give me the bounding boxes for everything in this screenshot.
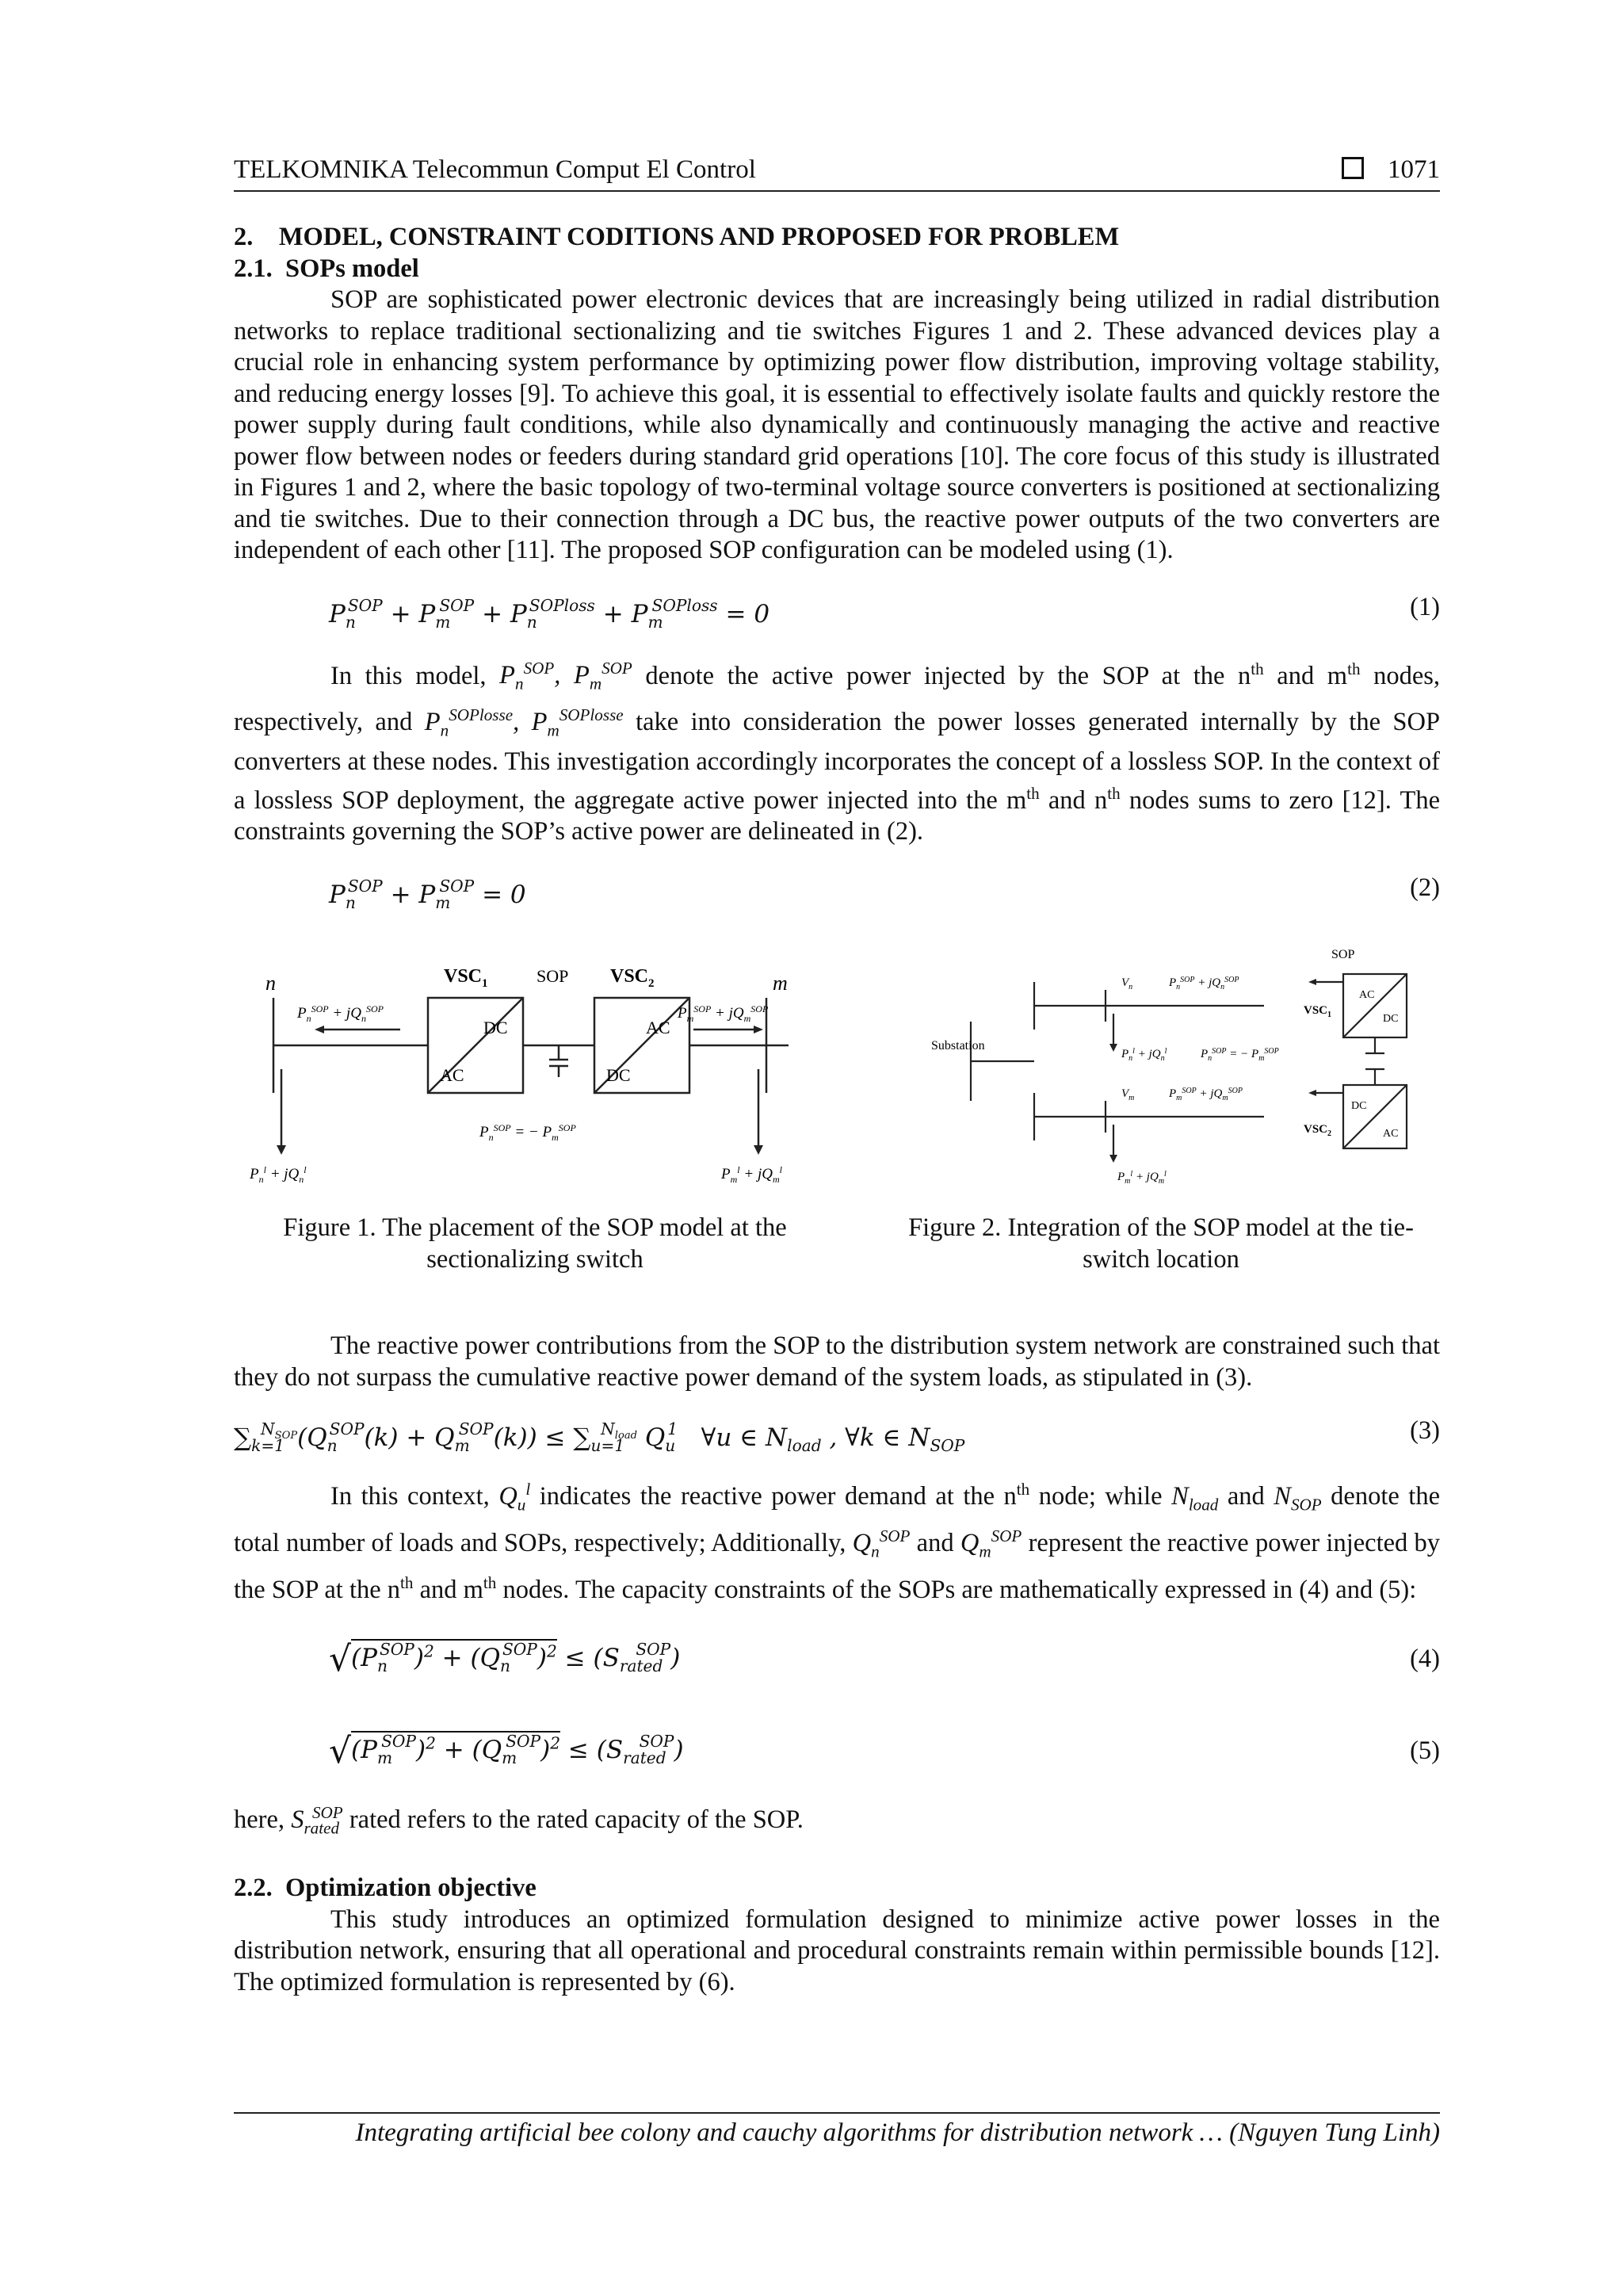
equation-1 [234,583,1440,646]
fig1-vsc1-label: $VSC_1$ [444,966,488,991]
equation-2-formula: $P_n^{SOP} + P_m^{SOP} = 0$ [329,877,526,913]
figure-2-caption: Figure 2. Integration of the SOP model at the tie-switch location [908,1213,1414,1274]
fig2-ac2: AC [1383,1128,1399,1140]
equation-2 [234,863,1440,926]
fig2-substation-label: Substation [931,1039,985,1053]
page-number-block [1342,155,1440,185]
figure-1-diagram [250,958,789,1196]
fig2-load-n: $P_n^l + jQ_n^l$ [1121,1047,1167,1064]
equation-1-formula: $P_n^{SOP} + P_m^{SOP} + P_n^{SOPloss} + P_m^{SOPloss} = 0$ [329,595,770,632]
running-header [234,155,1440,192]
fig2-vn: $V_n$ [1121,976,1133,992]
fig1-sop-label: SOP [537,966,569,987]
fig1-load-n: $P_n^l + jQ_n^l$ [250,1164,307,1186]
fig1-load-m: $P_m^l + jQ_m^l$ [721,1164,782,1186]
equation-5-number: (5) [1410,1736,1440,1766]
subsection-heading-objective: 2.2. Optimization objective [234,1874,537,1903]
body-text [234,214,1440,1998]
journal-name: TELKOMNIKA Telecommun Comput El Control [234,155,756,184]
fig1-vsc2-ac: AC [646,1018,670,1038]
fig2-dc1: DC [1383,1013,1399,1026]
subsection-heading-sop: 2.1. SOPs model [234,254,419,283]
fig1-node-m: m [773,972,788,995]
equation-5-formula: $√(P_m^{SOP})^2 + (Q_m^{SOP})^2 \le (S_{rated}^{SOP})$ [329,1731,684,1772]
equation-4-number: (4) [1410,1645,1440,1674]
page-number: 1071 [1388,155,1440,184]
fig2-balance: $P_n^{SOP}$ = − $P_m^{SOP}$ [1201,1047,1279,1064]
figure-2-diagram [931,942,1423,1204]
fig1-node-n: n [265,972,276,995]
equation-3-formula: $\sum_{k=1}^{N_{SOP}}(Q_n^{SOP}(k) + Q_m^{SOP}(k)) \le \sum_{u=1}^{N_{load}}$ $Q_u^1$ ∀u ∈ $N_{load}$ , ∀k ∈ $N_{SOP}$ [234,1419,965,1456]
fig1-flow-n: $P_n^{SOP} + jQ_n^{SOP}$ [297,1003,384,1025]
fig2-flow-m: $P_m^{SOP} + jQ_m^{SOP}$ [1169,1087,1243,1103]
fig1-vsc2-label: $VSC_2$ [610,966,655,991]
fig1-balance: $P_n^{SOP}$ = − $P_m^{SOP}$ [479,1122,576,1144]
figures-row [234,942,1440,1315]
equation-3-number: (3) [1410,1416,1440,1446]
paragraph-context: In this context, $Q_u^l$ indicates the reactive power demand at the $n^{th}$ node; while $N_{load}$ and $N_{SOP}$ denote the total number of loads and SOPs, respectively; Additionally, $Q_n^{SOP}$ and $Q_m^{SOP}$ represent the reactive power injected by the SOP at the $n^{th}$ and $m^{th}$ nodes. The capacity constraints of the SOPs are mathematically expressed in (4) and (5): [234,1480,1441,1604]
fig2-vm: $V_m$ [1121,1087,1135,1103]
fig2-load-m: $P_m^l + jQ_m^l$ [1117,1170,1167,1186]
fig2-ac1: AC [1359,989,1375,1002]
paragraph-rated: here, $S_{rated}^{SOP}$ rated refers to the rated capacity of the SOP. [234,1803,804,1838]
paragraph-sop-intro: SOP are sophisticated power electronic devices that are increasingly being utilized in radial distribution networks to replace traditional sectionalizing and tie switches Figures 1 and 2. These advanced devices play a crucial role in enhancing system performance by optimizing power flow distribution, improving voltage stability, and reducing energy losses [9]. To achieve this goal, it is essential to effectively isolate faults and quickly restore the power supply during fault conditions, while also dynamically and continuously managing the active and reactive power flow between nodes or feeders during standard grid operations [10]. The core focus of this study is illustrated in Figures 1 and 2, where the basic topology of two-terminal voltage source converters is positioned at sectionalizing and tie switches. Due to their connection through a DC bus, the reactive power outputs of the two converters are independent of each other [11]. The proposed SOP configuration can be modeled using (1). [234,285,1440,564]
paragraph-model: In this model, $P_n^{SOP}$, $P_m^{SOP}$ denote the active power injected by the SOP at the $n^{th}$ and $m^{th}$ nodes, respectively, and $P_n^{SOPlosse}$, $P_m^{SOPlosse}$ take into consideration the power losses generated internally by the SOP converters at these nodes. This investigation accordingly incorporates the concept of a lossless SOP. In the context of a lossless SOP deployment, the aggregate active power injected into the $m^{th}$ and $n^{th}$ nodes sums to zero [12]. The constraints governing the SOP’s active power are delineated in (2). [234,659,1441,846]
fig1-vsc1-ac: AC [440,1065,464,1086]
square-icon [1342,157,1364,179]
fig1-vsc2-dc: DC [606,1065,631,1086]
paragraph-objective: This study introduces an optimized formulation designed to minimize active power losses in the distribution network, ensuring that all operational and procedural constraints remain within permissible bounds [12]. The optimized formulation is represented by (6). [234,1904,1440,1996]
section-heading: 2. MODEL, CONSTRAINT CODITIONS AND PROPOSED FOR PROBLEM [234,223,1120,251]
fig2-sop-label: SOP [1331,948,1355,962]
figure-1-caption: Figure 1. The placement of the SOP model at the sectionalizing switch [283,1213,787,1274]
equation-4 [234,1622,1440,1701]
fig2-dc2: DC [1351,1100,1367,1113]
paragraph-reactive: The reactive power contributions from the SOP to the distribution system network are constrained such that they do not surpass the cumulative reactive power demand of the system loads, as stipulated in (3). [234,1331,1440,1392]
equation-3 [234,1406,1440,1466]
equation-1-number: (1) [1410,592,1440,621]
fig2-vsc2: $VSC_2$ [1304,1123,1332,1139]
equation-2-number: (2) [1410,873,1440,903]
fig1-flow-m: $P_m^{SOP} + jQ_m^{SOP}$ [678,1003,769,1025]
fig2-vsc1: $VSC_1$ [1304,1004,1332,1020]
fig1-vsc1-dc: DC [483,1018,508,1038]
equation-4-formula: $√(P_n^{SOP})^2 + (Q_n^{SOP})^2 \le (S_{rated}^{SOP})$ [329,1639,681,1680]
equation-5 [234,1713,1440,1793]
running-footer: Integrating artificial bee colony and cauchy algorithms for distribution network … (Nguyen Tung Linh) [234,2112,1440,2148]
fig2-flow-n: $P_n^{SOP} + jQ_n^{SOP}$ [1169,976,1239,992]
